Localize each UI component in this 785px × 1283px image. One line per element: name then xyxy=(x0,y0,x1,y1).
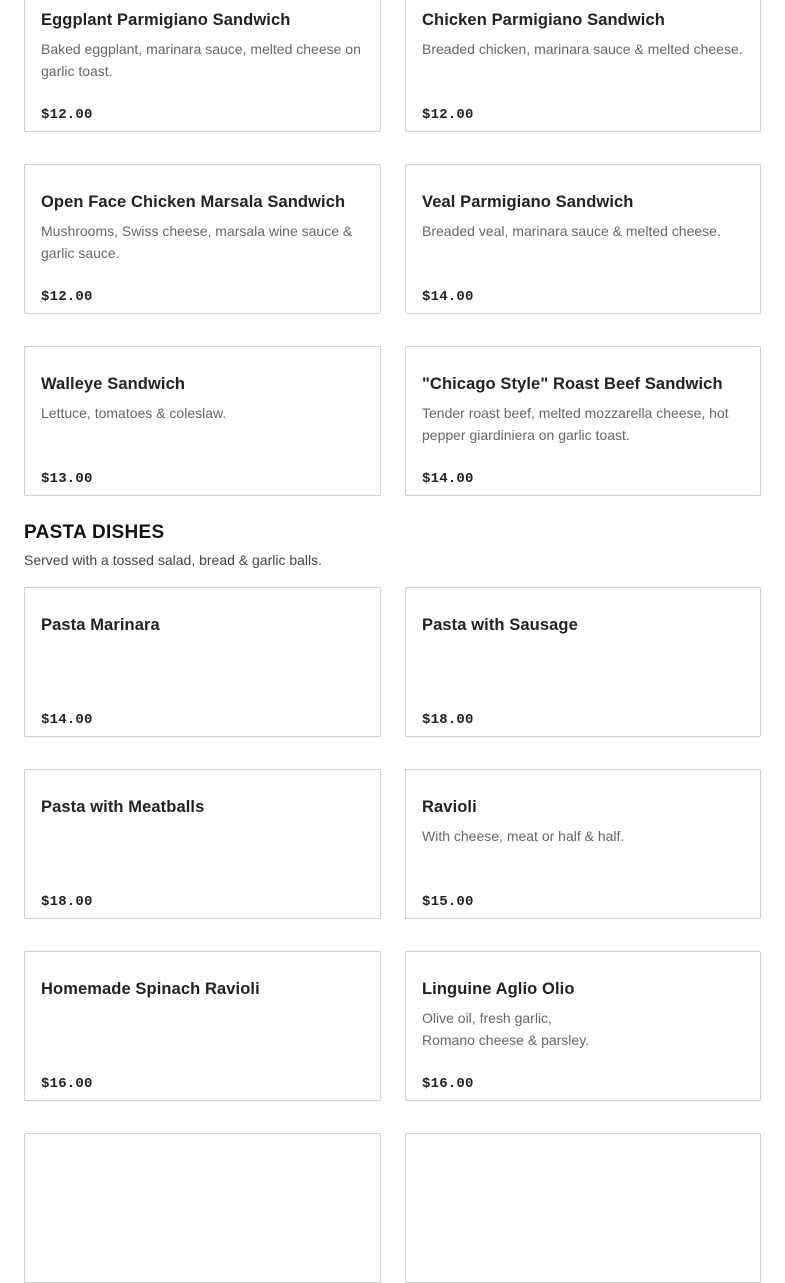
menu-item-description: Lettuce, tomatoes & coleslaw. xyxy=(41,405,227,421)
menu-item-description: Mushrooms, Swiss cheese, marsala wine sauce & garlic sauce. xyxy=(41,223,353,261)
menu-item-card[interactable] xyxy=(405,0,761,132)
menu-item-price: $18.00 xyxy=(41,894,93,910)
menu-item-price: $15.00 xyxy=(422,894,474,910)
menu-item-name: Ravioli xyxy=(422,798,477,816)
menu-item-price: $18.00 xyxy=(422,712,474,728)
menu-item-name: Veal Parmigiano Sandwich xyxy=(422,193,634,211)
menu-item-card[interactable] xyxy=(405,346,761,496)
menu-item-card[interactable] xyxy=(24,587,381,737)
menu-item-description: Tender roast beef, melted mozzarella cheese, hot pepper giardiniera on garlic toast. xyxy=(422,405,729,443)
menu-item-name: Chicken Parmigiano Sandwich xyxy=(422,11,665,29)
section-title: PASTA DISHES xyxy=(24,522,165,543)
menu-item-description: Olive oil, fresh garlic, Romano cheese & parsley. xyxy=(422,1010,590,1048)
menu-item-description: Breaded chicken, marinara sauce & melted cheese. xyxy=(422,41,743,57)
menu-item-price: $14.00 xyxy=(41,712,93,728)
menu-item-price: $16.00 xyxy=(41,1076,93,1092)
menu-item-card[interactable] xyxy=(405,164,761,314)
menu-item-name: Eggplant Parmigiano Sandwich xyxy=(41,11,291,29)
menu-item-name: "Chicago Style" Roast Beef Sandwich xyxy=(422,375,723,393)
sandwich-menu-grid xyxy=(24,0,761,496)
menu-item-price: $14.00 xyxy=(422,289,474,305)
menu-item-card[interactable] xyxy=(24,769,381,919)
menu-item-card[interactable] xyxy=(405,1133,761,1283)
menu-item-name: Homemade Spinach Ravioli xyxy=(41,980,260,998)
menu-item-card[interactable] xyxy=(405,951,761,1101)
menu-item-card[interactable] xyxy=(24,164,381,314)
pasta-menu-grid xyxy=(24,587,761,1283)
menu-item-price: $12.00 xyxy=(422,107,474,123)
menu-item-card[interactable] xyxy=(24,0,381,132)
menu-item-description: Baked eggplant, marinara sauce, melted cheese on garlic toast. xyxy=(41,41,361,79)
menu-item-description: With cheese, meat or half & half. xyxy=(422,828,625,844)
section-subtitle: Served with a tossed salad, bread & garlic balls. xyxy=(24,552,323,568)
menu-item-name: Pasta with Meatballs xyxy=(41,798,205,816)
menu-item-price: $12.00 xyxy=(41,289,93,305)
menu-item-price: $16.00 xyxy=(422,1076,474,1092)
menu-item-description: Breaded veal, marinara sauce & melted cheese. xyxy=(422,223,721,239)
menu-item-card[interactable] xyxy=(405,587,761,737)
menu-item-card[interactable] xyxy=(24,1133,381,1283)
menu-item-card[interactable] xyxy=(24,951,381,1101)
menu-item-card[interactable] xyxy=(405,769,761,919)
menu-item-name: Linguine Aglio Olio xyxy=(422,980,575,998)
menu-item-price: $14.00 xyxy=(422,471,474,487)
menu-item-name: Open Face Chicken Marsala Sandwich xyxy=(41,193,346,211)
menu-item-name: Pasta with Sausage xyxy=(422,616,578,634)
menu-item-name: Walleye Sandwich xyxy=(41,375,186,393)
menu-item-price: $12.00 xyxy=(41,107,93,123)
menu-item-name: Pasta Marinara xyxy=(41,616,160,634)
menu-item-card[interactable] xyxy=(24,346,381,496)
menu-item-price: $13.00 xyxy=(41,471,93,487)
